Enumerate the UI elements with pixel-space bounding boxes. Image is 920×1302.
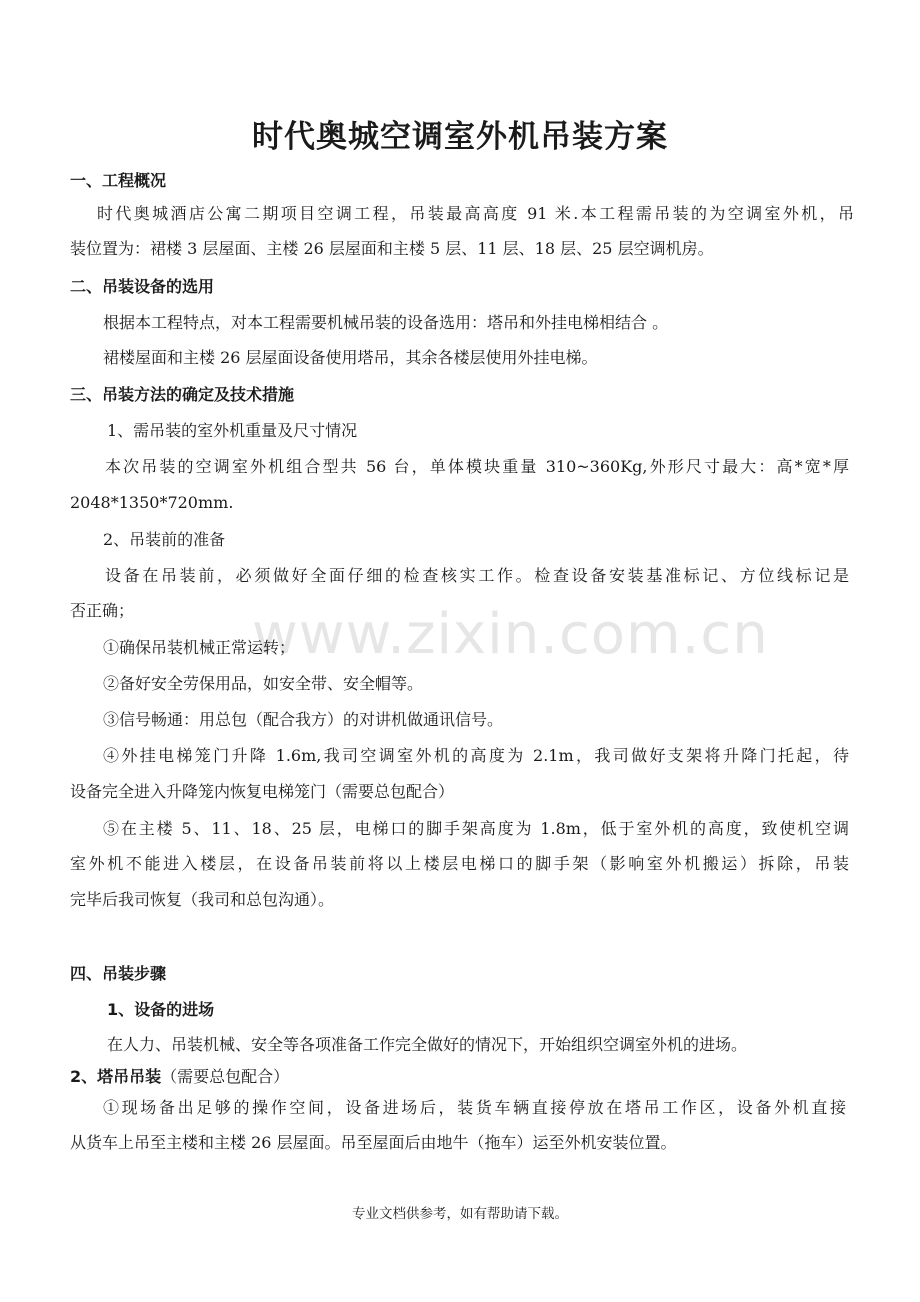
subheading-tower-crane-note: （需要总包配合） (161, 1067, 290, 1086)
paragraph-line: 根据本工程特点，对本工程需要机械吊装的设备选用：塔吊和外挂电梯相结合 。 (103, 313, 669, 332)
paragraph-line: 裙楼屋面和主楼 26 层屋面设备使用塔吊，其余各楼层使用外挂电梯。 (103, 348, 598, 367)
subheading-equipment-entry: 1、设备的进场 (107, 1000, 215, 1019)
list-item: ②备好安全劳保用品，如安全带、安全帽等。 (103, 674, 424, 693)
document-title: 时代奥城空调室外机吊装方案 (252, 119, 668, 155)
list-item: ④外挂电梯笼门升降 1.6m,我司空调室外机的高度为 2.1m，我司做好支架将升降门托起，待 (103, 746, 849, 765)
section-heading-equipment: 二、吊装设备的选用 (70, 277, 215, 296)
section-heading-steps: 四、吊装步骤 (70, 964, 167, 983)
paragraph-line: 本次吊装的空调室外机组合型共 56 台，单体模块重量 310~360Kg,外形尺寸最大：高*宽*厚 (105, 457, 849, 476)
paragraph-line: 从货车上吊至主楼和主楼 26 层屋面。吊至屋面后由地牛（拖车）运至外机安装位置。 (70, 1133, 677, 1152)
paragraph-line: 室外机不能进入楼层，在设备吊装前将以上楼层电梯口的脚手架（影响室外机搬运）拆除，吊装 (70, 854, 849, 873)
subheading-tower-crane (70, 1064, 289, 1090)
paragraph-line: 在人力、吊装机械、安全等各项准备工作完全做好的情况下，开始组织空调室外机的进场。 (107, 1035, 748, 1054)
list-item: ①现场备出足够的操作空间，设备进场后，装货车辆直接停放在塔吊工作区，设备外机直接 (103, 1098, 846, 1117)
paragraph-line: 设备完全进入升降笼内恢复电梯笼门（需要总包配合） (70, 782, 455, 801)
paragraph-line: 时代奥城酒店公寓二期项目空调工程，吊装最高高度 91 米.本工程需吊装的为空调室外机，吊 (97, 204, 854, 223)
paragraph-line: 完毕后我司恢复（我司和总包沟通）。 (70, 890, 335, 909)
list-item: ①确保吊装机械正常运转； (103, 638, 296, 657)
list-item: ③信号畅通：用总包（配合我方）的对讲机做通讯信号。 (103, 710, 504, 729)
list-item: ⑤在主楼 5、11、18、25 层，电梯口的脚手架高度为 1.8m，低于室外机的高度，致使机空调 (103, 819, 849, 838)
subheading-preparation: 2、吊装前的准备 (103, 530, 226, 549)
paragraph-line: 设备在吊装前，必须做好全面仔细的检查核实工作。检查设备安装基准标记、方位线标记是 (105, 566, 849, 585)
paragraph-line: 2048*1350*720mm. (70, 493, 234, 512)
subheading-tower-crane-label: 2、塔吊吊装 (70, 1067, 162, 1086)
paragraph-line: 装位置为：裙楼 3 层屋面、主楼 26 层屋面和主楼 5 层、11 层、18 层、25 层空调机房。 (70, 239, 714, 258)
page-footer: 专业文档供参考，如有帮助请下载。 (352, 1206, 568, 1222)
subheading-weight-size: 1、需吊装的室外机重量及尺寸情况 (107, 421, 358, 440)
watermark: www.zixin.com.cn (252, 602, 769, 667)
section-heading-methods: 三、吊装方法的确定及技术措施 (70, 385, 295, 404)
section-heading-overview: 一、工程概况 (70, 171, 167, 190)
paragraph-line: 否正确； (70, 601, 135, 620)
